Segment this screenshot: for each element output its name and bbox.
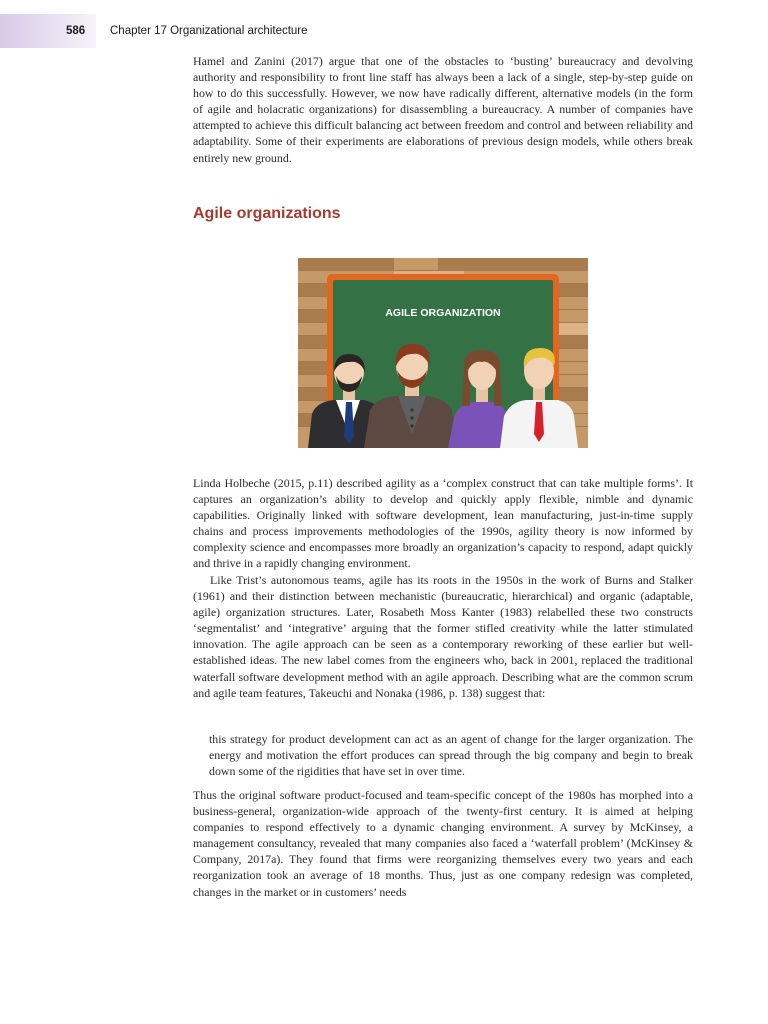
paragraph-intro: Hamel and Zanini (2017) argue that one of the obstacles to ‘busting’ bureaucracy and devolving authority and responsibility to front line staff has always been a lack of a single, step-by-step guide on how to do this successfully. However, we now have radically different, alternative models (in the form of agile and holacratic organizations) for disassembling a bureaucracy. A number of companies have attempted to achieve this difficult balancing act between freedom and control and between reliability and adaptability. Some of their experiments are elaborations of previous design models, while others break entirely new ground. (193, 54, 693, 165)
board-text: AGILE ORGANIZATION (385, 307, 501, 319)
running-head: Chapter 17 Organizational architecture (110, 25, 308, 37)
paragraph-waterfall-problem: Thus the original software product-focused and team-specific concept of the 1980s has morphed into a business-general, organization-wide approach of the twenty-first century. It is aimed at helping companies to respond effectively to a dynamic changing environment. A survey by McKinsey, a management consultancy, revealed that many companies also faced a ‘waterfall problem’ (McKinsey & Company, 2017a). They found that firms were reorganizing themselves every two years and each reorganization took an average of 18 months. Thus, just as one company redesign was completed, changes in the market or in customers’ needs (193, 788, 693, 899)
page-number: 586 (66, 25, 86, 37)
paragraph-agile-roots: Like Trist’s autonomous teams, agile has its roots in the 1950s in the work of Burns and Stalker (1961) and their distinction between mechanistic (bureaucratic, hierarchical) and organic (adaptable, agile) organization structures. Later, Rosabeth Moss Kanter (1983) relabelled these two constructs ‘segmentalist’ and ‘integrative’ arguing that the former stifled creativity while the latter stimulated innovation. The agile approach can be seen as a contemporary reworking of these earlier but well-established ideas. The new label comes from the engineers who, back in 2001, replaced the traditional waterfall software development method with an agile approach. Describing what are the common scrum and agile team features, Takeuchi and Nonaka (1986, p. 138) suggest that: (193, 573, 693, 700)
agile-organization-illustration (298, 258, 588, 448)
block-quote: this strategy for product development can act as an agent of change for the larger organization. The energy and motivation the effort produces can spread through the big company and begin to break down some of the rigidities that have set in over time. (209, 732, 693, 779)
paragraph-agility-definition: Linda Holbeche (2015, p.11) described agility as a ‘complex construct that can take multiple forms’. It captures an organization’s ability to develop and quickly apply flexible, nimble and dynamic capabilities. Originally linked with software development, lean manufacturing, just-in-time supply chains and process improvements methodologies of the 1990s, agility theory is now informed by complexity science and encompasses more broadly an organization’s capacity to respond, adapt quickly and thrive in a rapidly changing environment. (193, 476, 693, 571)
section-heading: Agile organizations (193, 205, 341, 222)
